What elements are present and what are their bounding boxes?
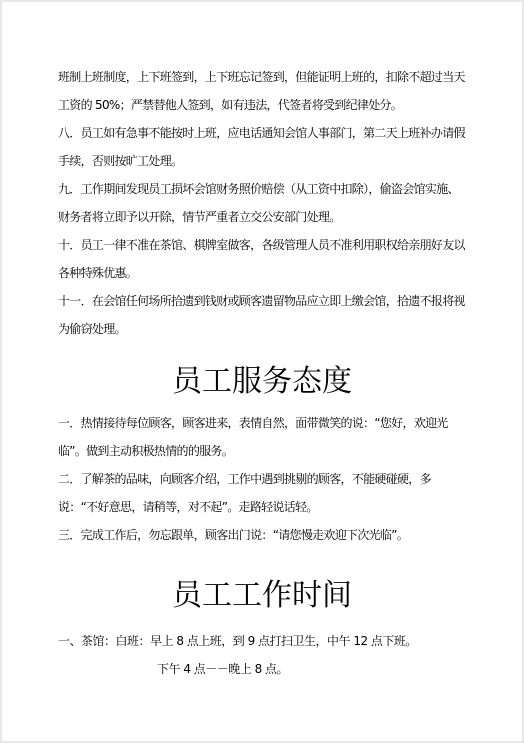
service-paragraph-3: 三．完成工作后，勿忘跟单，顾客出门说：“请您慢走欢迎下次光临”。 xyxy=(58,528,409,542)
section-title-work-hours: 员工工作时间 xyxy=(172,578,352,613)
section-title-service-attitude: 员工服务态度 xyxy=(172,364,352,399)
page-border-top xyxy=(0,0,524,2)
rule-paragraph-signin: 班制上班制度，上下班签到，上下班忘记签到，但能证明上班的，扣除不超过当天工资的 50%；严禁替他人签到，如有违法，代签者将受到纪律处分。 xyxy=(58,70,465,112)
work-hours-line-1: 一、茶馆：白班：早上 8 点上班，到 9 点打扫卫生，中午 12 点下班。 xyxy=(58,634,417,648)
rule-paragraph-10: 十．员工一律不准在茶馆、棋牌室做客，各级管理人员不准利用职权给亲朋好友以各种特殊优惠。 xyxy=(58,238,465,280)
rule-paragraph-11: 十一．在会馆任何场所拾遗到钱财或顾客遗留物品应立即上缴会馆，拾遗不报将视为偷窃处理。 xyxy=(58,294,465,336)
document-body xyxy=(58,63,466,683)
work-hours-line-2: 下午 4 点－－晚上 8 点。 xyxy=(157,662,289,676)
page-border-left xyxy=(0,0,2,743)
service-paragraph-2: 二．了解茶的品味，向顾客介绍，工作中遇到挑剔的顾客，不能硬碰硬，多说：“不好意思，请稍等，对不起”。走路轻说话轻。 xyxy=(58,472,431,514)
rule-paragraph-9: 九．工作期间发现员工损坏会馆财务照价赔偿（从工资中扣除），偷盗会馆实施、财务者将立即予以开除，情节严重者立交公安部门处理。 xyxy=(58,182,459,224)
rule-paragraph-8: 八．员工如有急事不能按时上班，应电话通知会馆人事部门，第二天上班补办请假手续，否则按旷工处理。 xyxy=(58,126,465,168)
service-paragraph-1: 一．热情接待每位顾客，顾客进来，表情自然，面带微笑的说：“您好，欢迎光临”。做到主动积极热情的的服务。 xyxy=(58,416,448,458)
